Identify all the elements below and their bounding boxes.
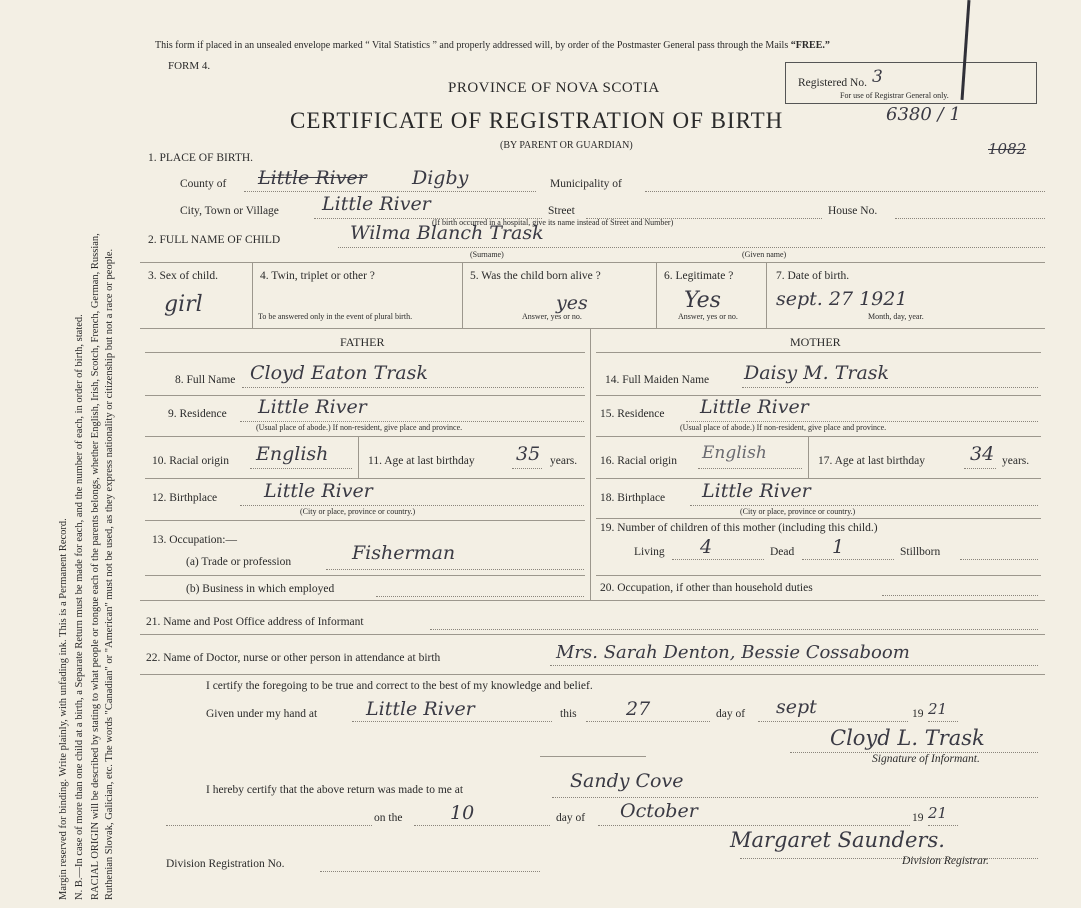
cert-month-value: sept [776, 696, 817, 718]
stamp-number: 6380 / 1 [886, 104, 961, 125]
division-registration-label: Division Registration No. [166, 858, 285, 870]
dob-note: Month, day, year. [868, 312, 924, 321]
dob-label: 7. Date of birth. [776, 270, 850, 282]
father-age-unit: years. [550, 455, 578, 467]
father-birthplace-note: (City or place, province or country.) [300, 507, 416, 516]
child-name-label: 2. FULL NAME OF CHILD [148, 234, 281, 246]
mother-birthplace-value: Little River [702, 480, 811, 502]
registrar-year-value: 21 [928, 804, 948, 822]
city-value: Little River [322, 193, 431, 215]
mother-heading: MOTHER [790, 335, 841, 349]
street-label: Street [548, 205, 575, 217]
city-label: City, Town or Village [180, 205, 279, 217]
child-name-value: Wilma Blanch Trask [350, 222, 544, 244]
surname-note: (Surname) [470, 250, 504, 259]
certificate-title: CERTIFICATE OF REGISTRATION OF BIRTH [290, 108, 784, 133]
informant-signature: Cloyd L. Trask [830, 726, 985, 750]
margin-note-1: Margin reserved for binding. Write plainly, with unfading ink. This is a Permanent Record. [58, 518, 69, 900]
sex-label: 3. Sex of child. [148, 270, 218, 282]
doctor-value: Mrs. Sarah Denton, Bessie Cossaboom [556, 642, 910, 663]
given-under-label: Given under my hand at [206, 708, 318, 720]
county-value: Digby [412, 167, 469, 189]
twin-note: To be answered only in the event of plural birth. [258, 312, 413, 321]
registrar-place-value: Sandy Cove [570, 770, 684, 792]
mother-name-value: Daisy M. Trask [744, 362, 890, 384]
province-heading: PROVINCE OF NOVA SCOTIA [448, 80, 660, 96]
alive-value: yes [556, 292, 588, 314]
mother-residence-label: 15. Residence [600, 408, 665, 420]
cert-day-value: 27 [626, 698, 651, 720]
mother-children-label: 19. Number of children of this mother (including this child.) [600, 522, 878, 534]
living-value: 4 [700, 536, 713, 558]
dead-value: 1 [832, 536, 845, 558]
this-label: this [560, 708, 577, 720]
county-label: County of [180, 178, 227, 190]
doctor-label: 22. Name of Doctor, nurse or other person in attendance at birth [146, 652, 441, 664]
certification-statement: I certify the foregoing to be true and correct to the best of my knowledge and belief. [206, 680, 593, 692]
stillborn-label: Stillborn [900, 546, 941, 558]
registrar-signature: Margaret Saunders. [730, 828, 945, 852]
legitimate-label: 6. Legitimate ? [664, 270, 734, 282]
mother-racial-value: English [702, 443, 767, 463]
cert-year-value: 21 [928, 700, 948, 718]
cert-year-prefix: 19 [912, 708, 924, 720]
legitimate-value: Yes [684, 288, 721, 313]
mother-name-label: 14. Full Maiden Name [605, 374, 710, 386]
father-occupation-label: 13. Occupation:— [152, 534, 237, 546]
father-birthplace-label: 12. Birthplace [152, 492, 218, 504]
mother-residence-value: Little River [700, 396, 809, 418]
legitimate-note: Answer, yes or no. [678, 312, 738, 321]
registered-box [785, 62, 1037, 104]
dead-label: Dead [770, 546, 795, 558]
given-name-note: (Given name) [742, 250, 787, 259]
registrar-use-note: For use of Registrar General only. [840, 91, 949, 100]
registrar-year-prefix: 19 [912, 812, 924, 824]
dob-value: sept. 27 1921 [776, 288, 908, 310]
form-number: FORM 4. [168, 60, 211, 72]
living-label: Living [634, 546, 665, 558]
mother-birthplace-note: (City or place, province or country.) [740, 507, 856, 516]
father-name-value: Cloyd Eaton Trask [250, 362, 428, 384]
father-birthplace-value: Little River [264, 480, 373, 502]
margin-note-4: Ruthenian Slovak, Galician, etc. The words "Canadian" or "American" must not be used, as they express nationality or citizenship but not a race or people. [104, 248, 115, 900]
cert-day-of-label: day of [716, 708, 746, 720]
mail-notice: This form if placed in an unsealed envelope marked “ Vital Statistics ” and properly addressed will, by order of the Postmaster General pass through the Mails “FREE.” [155, 40, 830, 51]
alive-label: 5. Was the child born alive ? [470, 270, 601, 282]
place-of-birth-heading: 1. PLACE OF BIRTH. [148, 152, 254, 164]
margin-note-2: N. B.—In case of more than one child at a birth, a Separate Return must be made for each, and the number of each, in order of birth, stated. [74, 314, 85, 900]
father-age-label: 11. Age at last birthday [368, 455, 475, 467]
on-the-label: on the [374, 812, 403, 824]
municipality-label: Municipality of [550, 178, 622, 190]
mother-occupation-label: 20. Occupation, if other than household duties [600, 582, 813, 594]
county-struck: Little River [258, 167, 367, 189]
informant-label: 21. Name and Post Office address of Informant [146, 616, 364, 628]
father-residence-label: 9. Residence [168, 408, 227, 420]
father-trade-label: (a) Trade or profession [186, 556, 292, 568]
margin-note-3: RACIAL ORIGIN will be described by stating to what people or tongue each of the parents belongs, whether English, Irish, Scotch, French, German, Russian, [90, 233, 101, 900]
father-residence-note: (Usual place of abode.) If non-resident, give place and province. [256, 423, 463, 432]
signature-of-informant-label: Signature of Informant. [872, 753, 980, 765]
corner-number: 1082 [988, 140, 1027, 158]
twin-label: 4. Twin, triplet or other ? [260, 270, 375, 282]
father-age-value: 35 [516, 443, 541, 465]
registrar-day-of-label: day of [556, 812, 586, 824]
sex-value: girl [164, 292, 203, 317]
house-label: House No. [828, 205, 878, 217]
mother-age-value: 34 [970, 443, 995, 465]
father-racial-value: English [256, 443, 329, 465]
mother-age-unit: years. [1002, 455, 1030, 467]
certificate-subtitle: (BY PARENT OR GUARDIAN) [500, 140, 633, 151]
registered-value: 3 [872, 67, 883, 87]
registrar-statement: I hereby certify that the above return was made to me at [206, 784, 464, 796]
mother-residence-note: (Usual place of abode.) If non-resident, give place and province. [680, 423, 887, 432]
father-business-label: (b) Business in which employed [186, 583, 335, 595]
registered-label: Registered No. [798, 77, 867, 89]
father-residence-value: Little River [258, 396, 367, 418]
father-heading: FATHER [340, 335, 385, 349]
given-place-value: Little River [366, 698, 475, 720]
father-name-label: 8. Full Name [175, 374, 236, 386]
division-registrar-label: Division Registrar. [902, 855, 989, 867]
father-racial-label: 10. Racial origin [152, 455, 229, 467]
hospital-note: (If birth occurred in a hospital, give its name instead of Street and Number) [432, 218, 674, 227]
mother-age-label: 17. Age at last birthday [818, 455, 925, 467]
mother-birthplace-label: 18. Birthplace [600, 492, 666, 504]
alive-note: Answer, yes or no. [522, 312, 582, 321]
mother-racial-label: 16. Racial origin [600, 455, 677, 467]
registrar-month-value: October [620, 800, 698, 822]
registrar-day-value: 10 [450, 802, 475, 824]
father-trade-value: Fisherman [352, 542, 456, 564]
